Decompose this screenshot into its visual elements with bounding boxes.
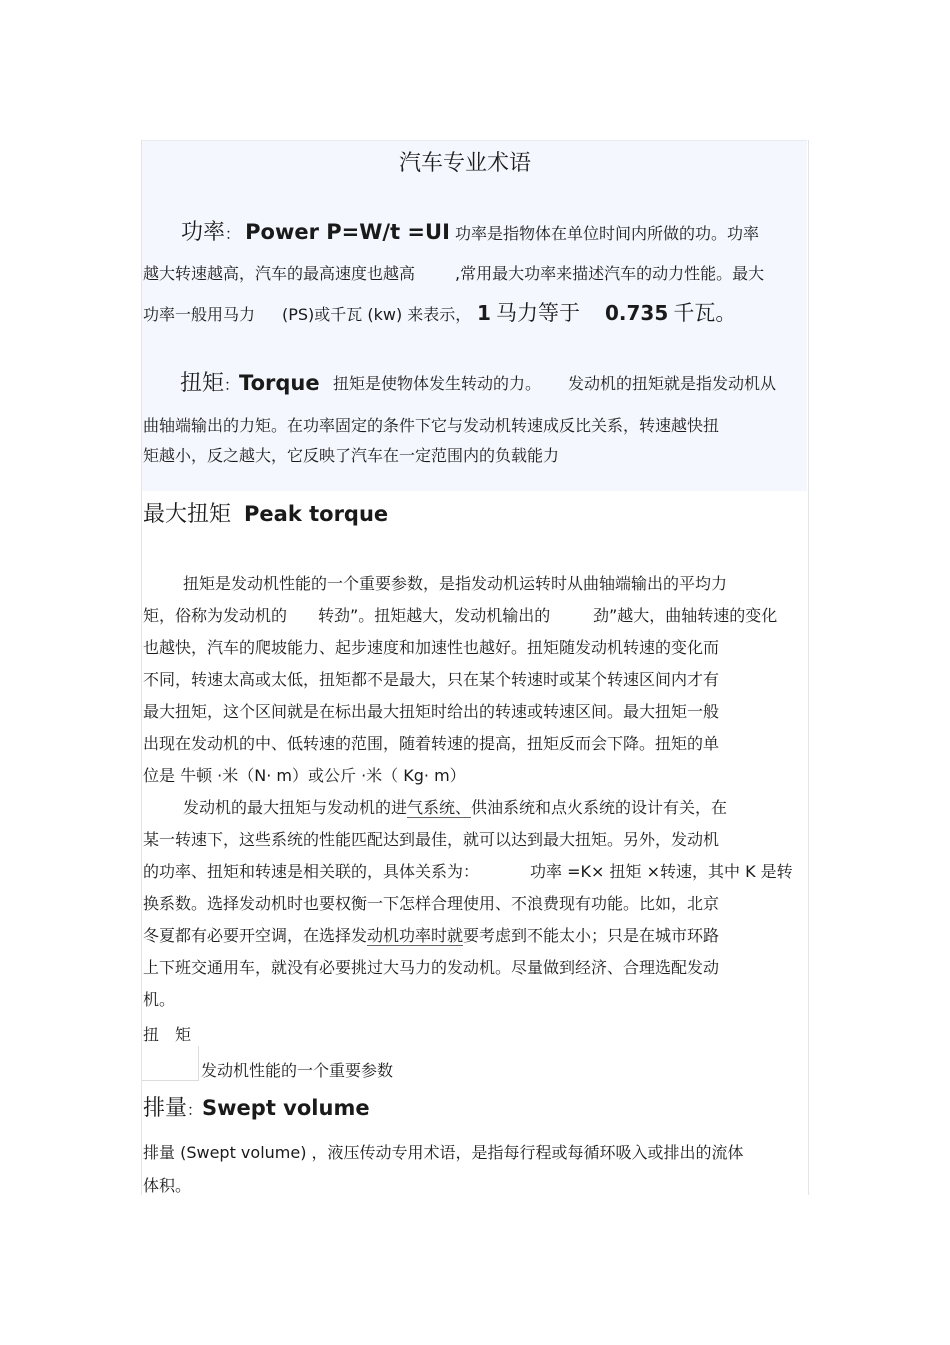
power-heading [181,218,450,248]
def-term: 扭 矩 [143,1025,192,1044]
peak-p2-line-3a: 的功率、扭矩和转速是相关联的，具体关系为： [143,862,480,881]
peak-p2-line-1 [183,798,727,818]
p2-l3c: K [745,862,756,881]
peak-p2-line-4: 换系数。选择发动机时也要权衡一下怎样合理使用、不浪费现有功能。比如，北京 [143,894,720,913]
peak-heading-en: Peak torque [244,502,389,526]
power-text-2a: 越大转速越高，汽车的最高速度也越高 [143,264,416,283]
torque-heading-cn: 扭矩 [180,371,225,396]
peak-p1-line-2a: 矩，俗称为发动机的 [143,606,288,625]
power-heading-cn: 功率 [181,220,226,245]
displacement-heading [143,1094,370,1124]
torque-heading-en: Torque [239,371,320,395]
peak-p2-line-7: 机。 [143,990,176,1009]
conversion-mid: 马力等于 [496,301,581,325]
peak-p1-line-2c: 劲”越大，曲轴转速的变化 [593,606,778,625]
p2-l5b: 要考虑到不能太小；只是在城市环路 [463,926,720,945]
peak-p1-line-3: 也越快，汽车的爬坡能力、起步速度和加速性也越好。扭矩随发动机转速的变化而 [143,638,720,657]
displacement-heading-en: Swept volume [202,1096,370,1120]
power-text-2b: ,常用最大功率来描述汽车的动力性能。最大 [455,264,765,283]
peak-p1-line-6: 出现在发动机的中、低转速的范围，随着转速的提高，扭矩反而会下降。扭矩的单 [143,734,720,753]
def-cell-box [142,1046,199,1081]
power-heading-sep: ： [225,225,241,243]
p2-l5-underlined: 动机功率时就 [367,926,464,945]
peak-p1-line-2b: 转劲”。扭矩越大，发动机输出的 [318,606,551,625]
conversion-num-2: 0.735 [605,301,669,325]
p2-l1-underlined: 气系统、 [407,798,472,817]
displacement-heading-sep: ： [187,1101,203,1119]
conversion-num-1: 1 [477,301,491,325]
peak-p2-line-2: 某一转速下，这些系统的性能匹配达到最佳，就可以达到最大扭矩。另外，发动机 [143,830,720,849]
peak-p2-line-5 [143,926,719,946]
peak-p1-line-4: 不同，转速太高或太低，扭矩都不是最大，只在某个转速时或某个转速区间内才有 [143,670,720,689]
peak-p1-line-5: 最大扭矩，这个区间就是在标出最大扭矩时给出的转速或转速区间。最大扭矩一般 [143,702,720,721]
torque-heading [180,369,320,399]
page-title: 汽车专业术语 [399,151,532,176]
torque-heading-sep: ： [224,376,240,394]
torque-text-1b: 发动机的扭矩就是指发动机从 [568,374,777,393]
torque-text-2: 曲轴端输出的力矩。在功率固定的条件下它与发动机转速成反比关系，转速越快扭 [143,416,720,435]
p2-l3b: 功率 =K× 扭矩 ×转速，其中 [530,862,740,881]
power-conversion [477,300,580,328]
p2-l1b: 供油系统和点火系统的设计有关，在 [471,798,728,817]
peak-torque-heading [143,500,388,529]
power-text-1: 功率是指物体在单位时间内所做的功。功率 [455,224,760,243]
p2-l5a: 冬夏都有必要开空调，在选择发 [143,926,368,945]
torque-text-1a: 扭矩是使物体发生转动的力。 [333,374,542,393]
displacement-heading-cn: 排量 [143,1096,188,1121]
power-conversion-value [605,300,736,328]
p2-l3d: 是转 [760,862,793,881]
torque-text-3: 矩越小，反之越大，它反映了汽车在一定范围内的负载能力 [143,446,560,465]
power-text-3b: (PS)或千瓦 (kw) 来表示， [282,305,472,324]
peak-p2-line-3b [530,862,793,882]
displacement-text-2: 体积。 [143,1176,192,1195]
conversion-end: 千瓦。 [673,301,737,325]
power-text-3a: 功率一般用马力 [143,305,256,324]
displacement-text-1: 排量 (Swept volume) ，液压传动专用术语，是指每行程或每循环吸入或排出的流体 [143,1143,744,1162]
peak-p1-line-7: 位是 牛顿 ·米（N· m）或公斤 ·米（ Kg· m） [143,766,466,785]
peak-p2-line-6: 上下班交通用车，就没有必要挑过大马力的发动机。尽量做到经济、合理选配发动 [143,958,720,977]
def-desc: 发动机性能的一个重要参数 [201,1061,394,1080]
peak-p1-line-1: 扭矩是发动机性能的一个重要参数，是指发动机运转时从曲轴端输出的平均力 [183,574,728,593]
p2-l1a: 发动机的最大扭矩与发动机的进 [183,798,408,817]
peak-heading-cn: 最大扭矩 [143,502,232,527]
power-heading-en: Power P=W/t =UI [245,220,450,244]
